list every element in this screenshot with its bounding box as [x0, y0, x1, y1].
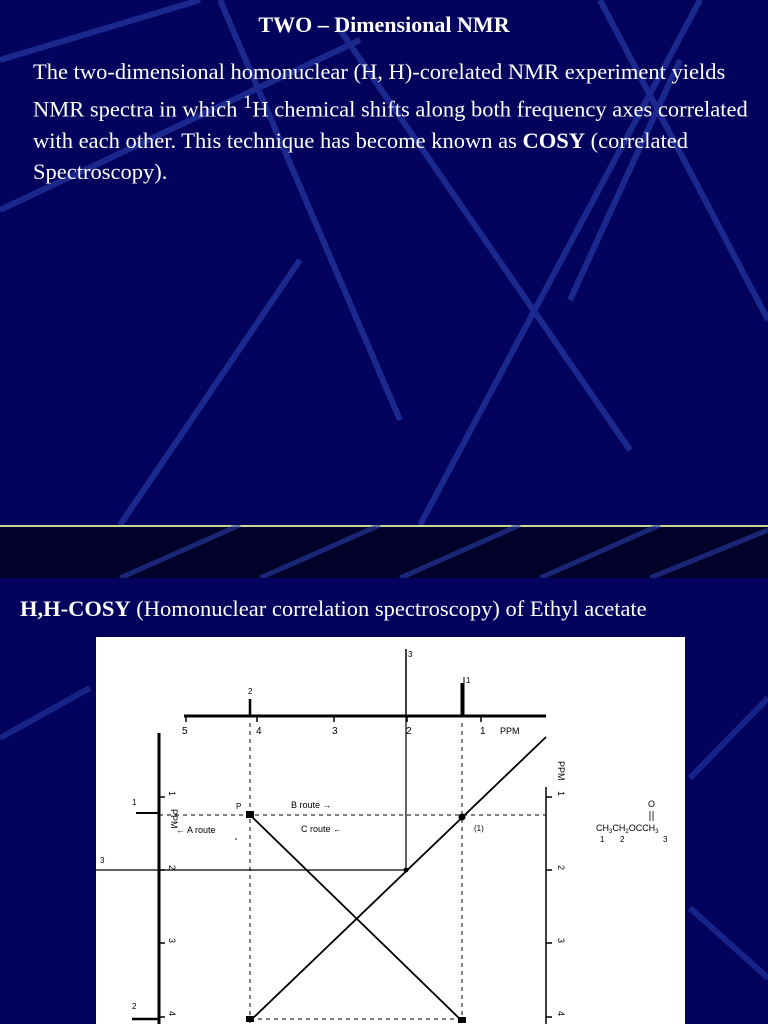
y-tick-label-left: 3 [167, 938, 177, 944]
left-peak-label: 2 [132, 1002, 137, 1011]
b-route-label: B route → [291, 800, 332, 810]
molecule-number: 1 [600, 835, 605, 844]
cross-peak-lower [458, 1017, 466, 1023]
slide-title [20, 596, 647, 622]
y-tick-label-right: 4 [556, 1011, 566, 1017]
top-peak-label: 1 [466, 676, 471, 685]
cosy-spectrum-figure [96, 637, 685, 1024]
molecule-formula: $CH_3CH_2OCCH_3$ [596, 823, 659, 835]
slide-bottom [0, 578, 768, 1024]
diagonal-peak-2 [246, 1016, 254, 1022]
y-tick-label-right: 3 [556, 938, 566, 944]
left-peak-label: 1 [132, 798, 137, 807]
x-unit-label: PPM [500, 726, 520, 736]
y-tick-label-left: 4 [167, 1011, 177, 1017]
y-unit-label: PPM [169, 809, 179, 829]
diagonal-peak-1 [459, 814, 466, 821]
c-route-label: C route ← [301, 824, 343, 834]
y-tick-label-left: 1 [167, 791, 177, 797]
left-peak-label: 3 [100, 856, 105, 865]
x-tick-label: 2 [406, 726, 412, 737]
y-tick-label-left: 2 [167, 865, 177, 871]
title-rest: (Homonuclear correlation spectroscopy) of Ethyl acetate [130, 596, 647, 621]
body-text-part2: H chemical shifts along both frequency axes correlated with each other. This technique has become known as [33, 96, 748, 153]
y-tick-label-right: 2 [556, 865, 566, 871]
top-peak-label: 3 [408, 650, 413, 659]
body-bold-cosy: COSY [522, 127, 585, 153]
point-1-label: (1) [474, 824, 484, 833]
molecule-number: 3 [663, 835, 668, 844]
molecule-number: 2 [620, 835, 625, 844]
diagonal-line [250, 737, 546, 1021]
y-unit-label-right: PPM [556, 761, 566, 781]
separator-decoration [0, 525, 768, 578]
x-tick-label: 4 [256, 726, 262, 737]
body-superscript: 1 [242, 92, 253, 113]
point-p-label: P [236, 802, 242, 811]
cross-peak-p [246, 811, 254, 818]
x-tick-label: 5 [182, 726, 188, 737]
x-tick-label: 3 [332, 726, 338, 737]
x-tick-label: 1 [480, 726, 486, 737]
molecule-oxygen: O [648, 799, 656, 809]
top-peak-label: 2 [248, 687, 253, 696]
slide-title: TWO – Dimensional NMR [258, 12, 510, 37]
y-tick-label-right: 1 [556, 791, 566, 797]
slide-body-text [33, 56, 758, 187]
body-text-part3: (correlated Spectroscopy). [33, 127, 689, 184]
title-bold: H,H-COSY [20, 596, 131, 621]
a-route-label: ← A route [176, 825, 216, 835]
body-text-part1: The two-dimensional homonuclear (H, H)-corelated NMR experiment yields NMR spectra in which [33, 59, 726, 122]
diagonal-peak-3 [404, 868, 409, 873]
cosy-diagram [96, 637, 685, 1024]
slide-separator-band [0, 525, 768, 578]
ethyl-acetate-structure [596, 799, 668, 844]
